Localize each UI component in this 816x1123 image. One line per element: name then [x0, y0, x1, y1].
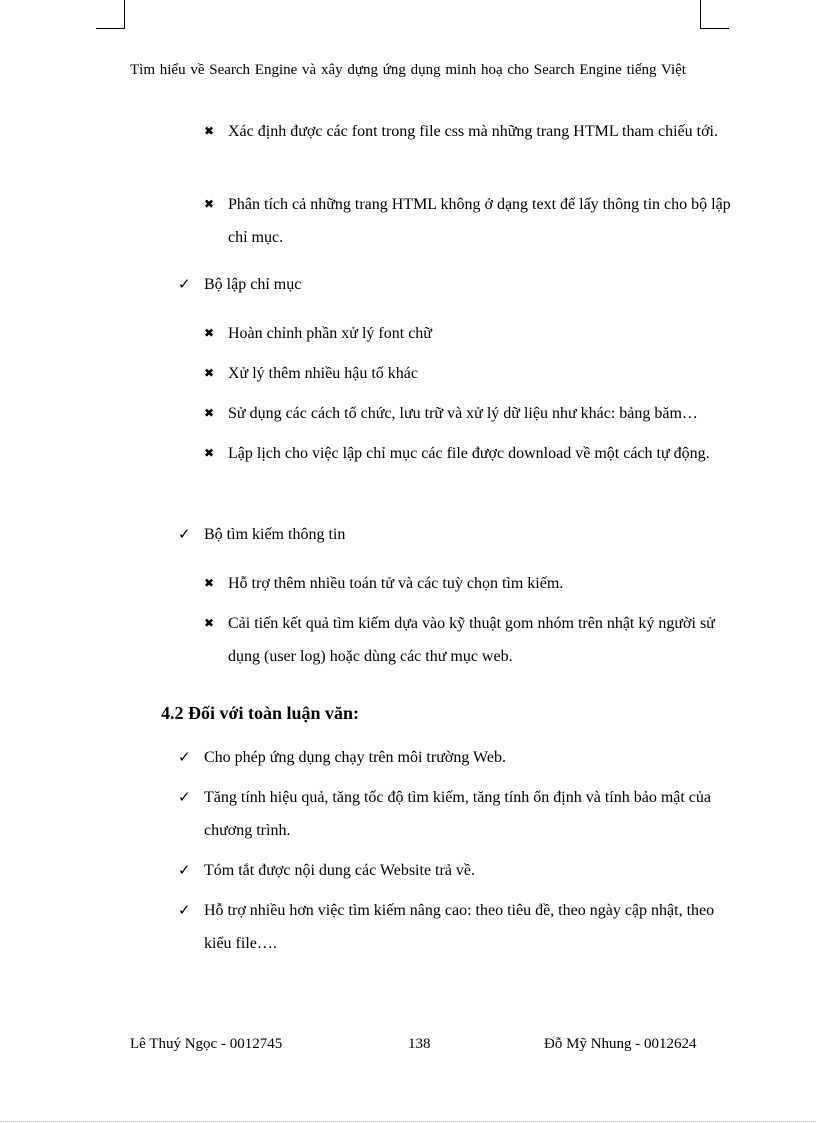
check-mark-icon: ✓	[178, 525, 191, 543]
check-mark-icon: ✓	[178, 861, 191, 879]
cross-mark-icon: ✖	[204, 197, 215, 211]
cross-mark-icon: ✖	[204, 326, 215, 340]
section-title-indexer: Bộ lập chỉ mục	[204, 276, 302, 293]
list-item-text: Cho phép ứng dụng chạy trên môi trường Web.	[204, 749, 506, 766]
list-item	[204, 567, 744, 600]
list-item	[204, 188, 744, 254]
check-mark-icon: ✓	[178, 275, 191, 293]
list-item-text: Sử dụng các cách tổ chức, lưu trữ và xử lý dữ liệu như khác: bảng băm…	[228, 405, 698, 422]
list-item-text: Tóm tắt được nội dung các Website trả về.	[204, 862, 476, 879]
list-item-text: Hỗ trợ nhiều hơn việc tìm kiếm nâng cao: theo tiêu đề, theo ngày cập nhật, theo kiểu file….	[204, 902, 715, 952]
list-item	[204, 317, 744, 350]
list-item	[178, 268, 744, 301]
section-heading: 4.2 Đối với toàn luận văn:	[161, 703, 359, 723]
list-item	[204, 397, 744, 430]
cross-mark-icon: ✖	[204, 446, 215, 460]
header-rule	[128, 90, 740, 91]
list-item	[178, 518, 744, 551]
list-item	[204, 357, 744, 390]
cross-mark-icon: ✖	[204, 406, 215, 420]
cross-mark-icon: ✖	[204, 366, 215, 380]
list-item	[204, 437, 744, 470]
cross-mark-icon: ✖	[204, 616, 215, 630]
list-item	[178, 781, 744, 847]
list-item-text: Hỗ trợ thêm nhiều toán tử và các tuỳ chọn tìm kiếm.	[228, 575, 564, 592]
crop-mark-top-right	[700, 0, 729, 29]
list-item	[178, 741, 744, 774]
page-header: Tìm hiểu về Search Engine và xây dựng ứng dụng minh hoạ cho Search Engine tiếng Việt	[130, 62, 686, 78]
cross-mark-icon: ✖	[204, 576, 215, 590]
list-item-text: Lập lịch cho việc lập chỉ mục các file được download về một cách tự động.	[228, 445, 710, 462]
list-item-text: Hoàn chỉnh phần xử lý font chữ	[228, 325, 432, 342]
list-item	[204, 115, 744, 148]
check-mark-icon: ✓	[178, 788, 191, 806]
list-item-text: Cải tiến kết quả tìm kiếm dựa vào kỹ thuật gom nhóm trên nhật ký người sử dụng (user log) hoặc dùng các thư mục web.	[228, 615, 715, 665]
check-mark-icon: ✓	[178, 748, 191, 766]
section-title-searcher: Bộ tìm kiếm thông tin	[204, 526, 346, 543]
crop-mark-top-left	[96, 0, 125, 29]
list-item	[204, 607, 744, 673]
list-item	[178, 854, 744, 887]
page-number: 138	[408, 1036, 431, 1052]
list-item-text: Xác định được các font trong file css mà những trang HTML tham chiếu tới.	[228, 123, 718, 140]
check-mark-icon: ✓	[178, 901, 191, 919]
footer-author-right: Đỗ Mỹ Nhung - 0012624	[544, 1036, 697, 1052]
cross-mark-icon: ✖	[204, 124, 215, 138]
footer-author-left: Lê Thuý Ngọc - 0012745	[130, 1036, 283, 1052]
list-item	[178, 894, 744, 960]
list-item-text: Tăng tính hiệu quả, tăng tốc độ tìm kiếm, tăng tính ổn định và tính bảo mật của chương trình.	[204, 789, 712, 839]
list-item-text: Xử lý thêm nhiều hậu tố khác	[228, 365, 418, 382]
page-edge-divider	[0, 1121, 816, 1122]
list-item-text: Phân tích cả những trang HTML không ở dạng text để lấy thông tin cho bộ lập chỉ mục.	[228, 196, 731, 246]
